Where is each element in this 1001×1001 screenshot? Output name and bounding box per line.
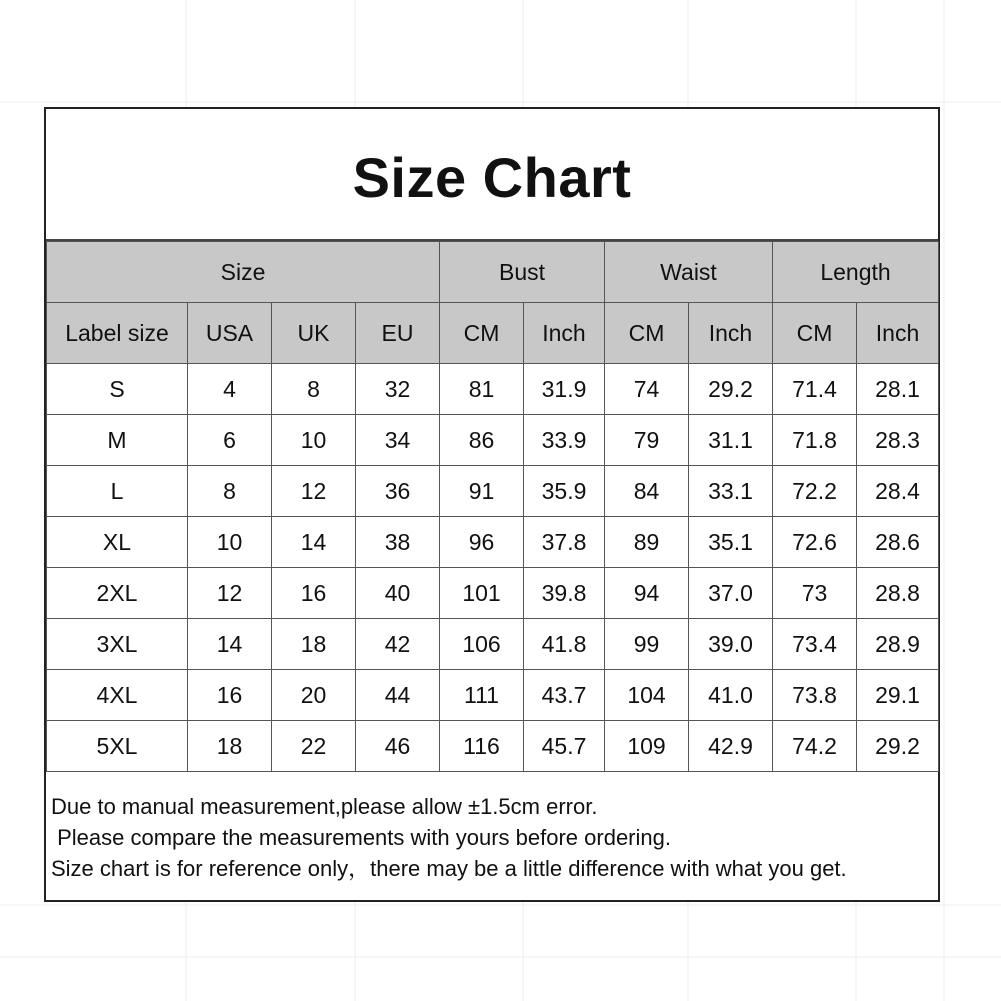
table-row xyxy=(47,415,939,466)
cell-waist-cm: 74 xyxy=(605,364,689,415)
cell-bust-cm: 86 xyxy=(440,415,524,466)
cell-label-size: S xyxy=(47,364,188,415)
cell-length-cm: 73.4 xyxy=(773,619,857,670)
group-header-waist: Waist xyxy=(605,242,773,303)
notes-block xyxy=(46,774,938,900)
cell-usa: 10 xyxy=(188,517,272,568)
cell-waist-inch: 39.0 xyxy=(689,619,773,670)
cell-uk: 12 xyxy=(272,466,356,517)
cell-bust-inch: 43.7 xyxy=(524,670,605,721)
cell-bust-cm: 101 xyxy=(440,568,524,619)
cell-waist-inch: 41.0 xyxy=(689,670,773,721)
cell-length-cm: 71.8 xyxy=(773,415,857,466)
cell-waist-inch: 29.2 xyxy=(689,364,773,415)
cell-label-size: 4XL xyxy=(47,670,188,721)
cell-length-inch: 28.8 xyxy=(857,568,939,619)
note-line: Due to manual measurement,please allow ±1.5cm error. xyxy=(51,794,598,819)
cell-bust-inch: 33.9 xyxy=(524,415,605,466)
table-row xyxy=(47,466,939,517)
cell-waist-cm: 104 xyxy=(605,670,689,721)
note-line: Size chart is for reference only，there may be a little difference with what you get. xyxy=(51,856,847,881)
cell-eu: 34 xyxy=(356,415,440,466)
cell-eu: 46 xyxy=(356,721,440,772)
sub-header-label-size: Label size xyxy=(47,303,188,364)
cell-length-cm: 73.8 xyxy=(773,670,857,721)
cell-waist-inch: 31.1 xyxy=(689,415,773,466)
sub-header-eu: EU xyxy=(356,303,440,364)
note-line: Please compare the measurements with yours before ordering. xyxy=(51,825,671,850)
sub-header-length-inch: Inch xyxy=(857,303,939,364)
cell-length-inch: 28.4 xyxy=(857,466,939,517)
group-header-bust: Bust xyxy=(440,242,605,303)
cell-uk: 18 xyxy=(272,619,356,670)
size-table xyxy=(46,241,939,772)
cell-bust-inch: 37.8 xyxy=(524,517,605,568)
cell-length-cm: 74.2 xyxy=(773,721,857,772)
cell-waist-cm: 84 xyxy=(605,466,689,517)
cell-length-inch: 28.6 xyxy=(857,517,939,568)
cell-bust-cm: 81 xyxy=(440,364,524,415)
cell-bust-inch: 45.7 xyxy=(524,721,605,772)
cell-length-inch: 28.9 xyxy=(857,619,939,670)
cell-waist-cm: 94 xyxy=(605,568,689,619)
sub-header-bust-cm: CM xyxy=(440,303,524,364)
table-row xyxy=(47,721,939,772)
cell-usa: 6 xyxy=(188,415,272,466)
cell-usa: 8 xyxy=(188,466,272,517)
cell-usa: 4 xyxy=(188,364,272,415)
cell-usa: 18 xyxy=(188,721,272,772)
cell-label-size: 5XL xyxy=(47,721,188,772)
sub-header-waist-inch: Inch xyxy=(689,303,773,364)
cell-label-size: 2XL xyxy=(47,568,188,619)
cell-waist-inch: 33.1 xyxy=(689,466,773,517)
cell-bust-inch: 39.8 xyxy=(524,568,605,619)
cell-bust-cm: 116 xyxy=(440,721,524,772)
sub-header-bust-inch: Inch xyxy=(524,303,605,364)
cell-eu: 42 xyxy=(356,619,440,670)
cell-length-inch: 28.3 xyxy=(857,415,939,466)
cell-uk: 14 xyxy=(272,517,356,568)
cell-bust-cm: 91 xyxy=(440,466,524,517)
cell-uk: 20 xyxy=(272,670,356,721)
cell-bust-inch: 35.9 xyxy=(524,466,605,517)
cell-label-size: 3XL xyxy=(47,619,188,670)
cell-label-size: L xyxy=(47,466,188,517)
cell-waist-cm: 79 xyxy=(605,415,689,466)
table-row xyxy=(47,568,939,619)
cell-length-inch: 28.1 xyxy=(857,364,939,415)
cell-uk: 16 xyxy=(272,568,356,619)
sub-header-waist-cm: CM xyxy=(605,303,689,364)
cell-label-size: M xyxy=(47,415,188,466)
cell-usa: 14 xyxy=(188,619,272,670)
cell-eu: 38 xyxy=(356,517,440,568)
cell-length-inch: 29.1 xyxy=(857,670,939,721)
cell-eu: 32 xyxy=(356,364,440,415)
sub-header-uk: UK xyxy=(272,303,356,364)
cell-usa: 16 xyxy=(188,670,272,721)
table-row xyxy=(47,619,939,670)
cell-waist-inch: 37.0 xyxy=(689,568,773,619)
group-header-length: Length xyxy=(773,242,939,303)
cell-uk: 10 xyxy=(272,415,356,466)
cell-length-inch: 29.2 xyxy=(857,721,939,772)
sub-header-usa: USA xyxy=(188,303,272,364)
group-header-row xyxy=(47,242,939,303)
cell-waist-inch: 42.9 xyxy=(689,721,773,772)
sub-header-length-cm: CM xyxy=(773,303,857,364)
cell-label-size: XL xyxy=(47,517,188,568)
cell-length-cm: 72.2 xyxy=(773,466,857,517)
cell-usa: 12 xyxy=(188,568,272,619)
cell-waist-cm: 99 xyxy=(605,619,689,670)
cell-eu: 40 xyxy=(356,568,440,619)
cell-waist-cm: 109 xyxy=(605,721,689,772)
cell-waist-cm: 89 xyxy=(605,517,689,568)
table-row xyxy=(47,364,939,415)
title-cell xyxy=(46,109,938,241)
table-row xyxy=(47,670,939,721)
cell-bust-cm: 111 xyxy=(440,670,524,721)
size-chart-sheet xyxy=(44,107,940,902)
cell-length-cm: 73 xyxy=(773,568,857,619)
cell-eu: 44 xyxy=(356,670,440,721)
group-header-size: Size xyxy=(47,242,440,303)
table-row xyxy=(47,517,939,568)
cell-uk: 22 xyxy=(272,721,356,772)
cell-uk: 8 xyxy=(272,364,356,415)
cell-bust-inch: 31.9 xyxy=(524,364,605,415)
cell-length-cm: 72.6 xyxy=(773,517,857,568)
page-title: Size Chart xyxy=(352,145,632,209)
cell-bust-inch: 41.8 xyxy=(524,619,605,670)
cell-eu: 36 xyxy=(356,466,440,517)
sub-header-row xyxy=(47,303,939,364)
cell-bust-cm: 96 xyxy=(440,517,524,568)
cell-waist-inch: 35.1 xyxy=(689,517,773,568)
cell-length-cm: 71.4 xyxy=(773,364,857,415)
cell-bust-cm: 106 xyxy=(440,619,524,670)
